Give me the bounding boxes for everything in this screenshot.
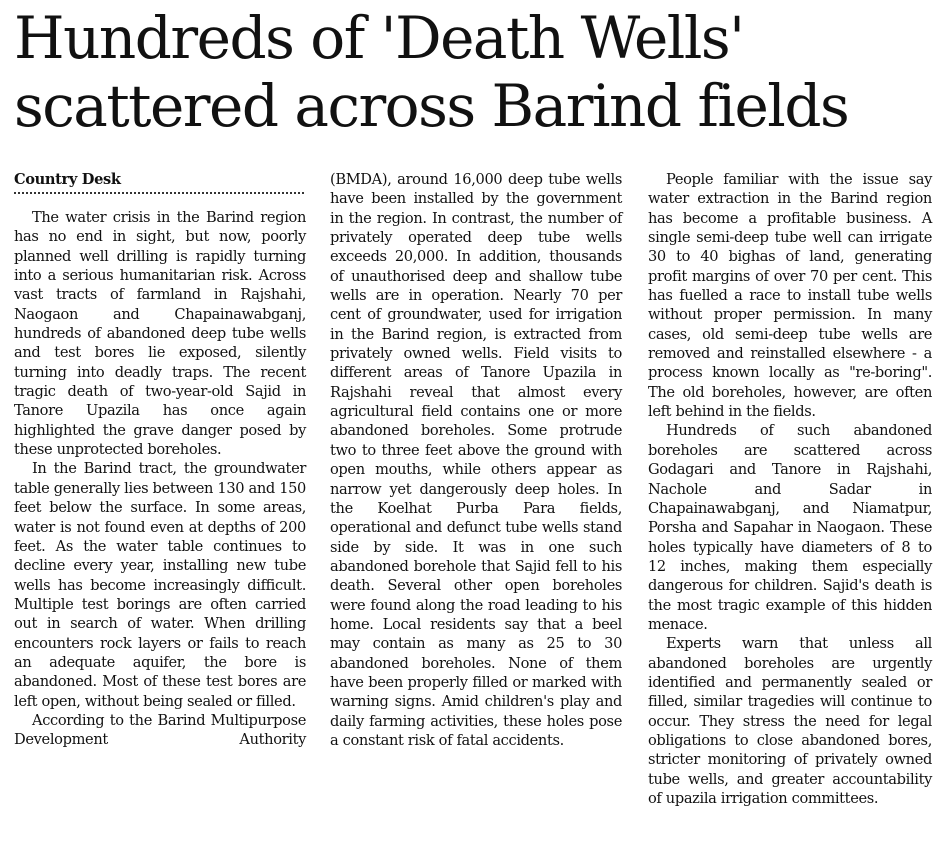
paragraph: (BMDA), around 16,000 deep tube wells have been installed by the government in the region. In contrast, the number of privately operated deep tube wells exceeds 20,000. In addition, thousands of unauthorised deep and shallow tube wells are in operation. Nearly 70 per cent of groundwater, used for irrigation in the Barind region, is extracted from privately owned wells. Field visits to different areas of Tanore Upazila in Rajshahi reveal that almost every agricultural field contains one or more abandoned boreholes. Some protrude two to three feet above the ground with open mouths, while others appear as narrow yet dangerously deep holes. In the Koelhat Purba Para fields, operational and defunct tube wells stand side by side. It was in one such abandoned borehole that Sajid fell to his death. Several other open boreholes were found along the road leading to his home. Local residents say that a beel may contain as many as 25 to 30 abandoned boreholes. None of them have been properly filled or marked with warning signs. Amid children's play and daily farming activities, these holes pose a constant risk of fatal accidents. (330, 171, 622, 749)
headline-line-2: scattered across Barind fields (14, 72, 849, 140)
paragraph: The water crisis in the Barind region has no end in sight, but now, poorly planned well drilling is rapidly turning into a serious humanitarian risk. Across vast tracts of farmland in Rajshahi, Naogaon and Chapainawabganj, hundreds of abandoned deep tube wells and test bores lie exposed, silently turning into deadly traps. The recent tragic death of two-year-old Sajid in Tanore Upazila has once again highlighted the grave danger posed by these unprotected boreholes. (14, 209, 306, 459)
paragraph: Experts warn that unless all abandoned boreholes are urgently identified and permanently sealed or filled, similar tragedies will continue to occur. They stress the need for legal obligations to close abandoned bores, stricter monitoring of privately owned tube wells, and greater accountability of upazila irrigation committees. (648, 635, 932, 807)
headline (14, 4, 934, 140)
article-body (14, 170, 932, 842)
column-3 (648, 170, 932, 808)
paragraph: In the Barind tract, the groundwater table generally lies between 130 and 150 feet below the surface. In some areas, water is not found even at depths of 200 feet. As the water table continues to decline every year, installing new tube wells has become increasingly difficult. Multiple test borings are often carried out in search of water. When drilling encounters rock layers or fails to reach an adequate aquifer, the bore is abandoned. Most of these test bores are left open, without being sealed or filled. (14, 460, 306, 710)
paragraph: Hundreds of such abandoned boreholes are scattered across Godagari and Tanore in Rajshahi, Nachole and Sadar in Chapainawabganj, and Niamatpur, Porsha and Sapahar in Naogaon. These holes typically have diameters of 8 to 12 inches, making them especially dangerous for children. Sajid's death is the most tragic example of this hidden menace. (648, 422, 932, 633)
column-1 (14, 170, 306, 750)
byline: Country Desk (14, 170, 304, 194)
paragraph: People familiar with the issue say water extraction in the Barind region has become a profitable business. A single semi-deep tube well can irrigate 30 to 40 bighas of land, generating profit margins of over 70 per cent. This has fuelled a race to install tube wells without proper permission. In many cases, old semi-deep tube wells are removed and reinstalled elsewhere - a process known locally as "re-boring". The old boreholes, however, are often left behind in the fields. (648, 171, 932, 421)
paragraph: According to the Barind Multipurpose Development Authority (14, 711, 306, 749)
column-2 (330, 170, 622, 750)
headline-line-1: Hundreds of 'Death Wells' (14, 4, 744, 72)
